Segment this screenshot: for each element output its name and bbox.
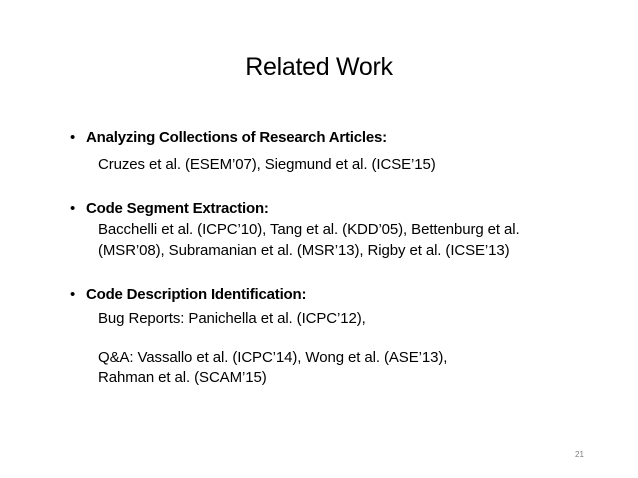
- bullet-body-line: (MSR’08), Subramanian et al. (MSR’13), Rigby et al. (ICSE’13): [98, 242, 510, 259]
- bullet-heading: Analyzing Collections of Research Articles:: [86, 129, 387, 146]
- bullet-body-line: Rahman et al. (SCAM’15): [98, 369, 267, 386]
- bullet-body-line: Bug Reports: Panichella et al. (ICPC’12),: [98, 310, 366, 327]
- bullet-body-line: Cruzes et al. (ESEM’07), Siegmund et al. (ICSE’15): [98, 156, 436, 173]
- bullet-heading: Code Segment Extraction:: [86, 200, 269, 217]
- bullet-dot-icon: •: [70, 129, 76, 146]
- bullet-heading: Code Description Identification:: [86, 286, 307, 303]
- bullet-body-line: Q&A: Vassallo et al. (ICPC’14), Wong et al. (ASE’13),: [98, 349, 448, 366]
- slide-title: Related Work: [245, 53, 393, 81]
- page-number: 21: [575, 450, 584, 459]
- bullet-dot-icon: •: [70, 286, 76, 303]
- bullet-body-line: Bacchelli et al. (ICPC’10), Tang et al. (KDD’05), Bettenburg et al.: [98, 221, 520, 238]
- bullet-dot-icon: •: [70, 200, 76, 217]
